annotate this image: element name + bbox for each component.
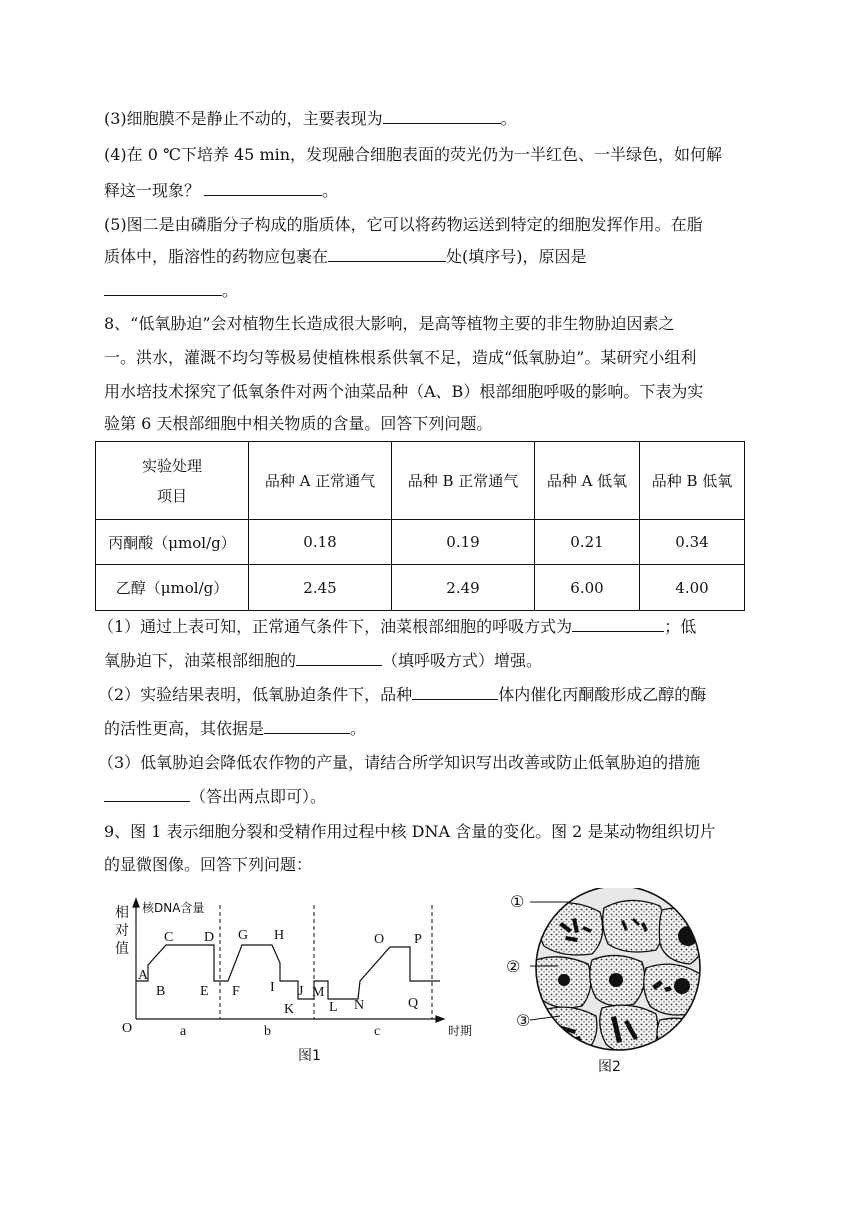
table-cell: 6.00 — [535, 565, 640, 611]
q8-sub3-text-b: （答出两点即可）。 — [190, 787, 327, 806]
marker-1: ① — [510, 892, 525, 911]
q8-sub1-text-a-end: ；低 — [664, 617, 697, 636]
stage-label: b — [264, 1024, 271, 1039]
q7-part5-end: 。 — [222, 281, 239, 300]
q8-sub3-blank[interactable] — [104, 786, 190, 802]
q8-intro-text-4: 验第 6 天根部细胞中相关物质的含量。回答下列问题。 — [104, 414, 493, 433]
table-header-row — [96, 442, 745, 520]
point-label: G — [238, 928, 249, 943]
q7-part5-blank1[interactable] — [328, 246, 446, 262]
q9-intro-line2 — [104, 852, 312, 875]
table-header-cell: 品种 A 正常通气 — [249, 442, 392, 520]
q8-data-table — [95, 441, 745, 611]
q7-part4-line1 — [104, 142, 722, 165]
point-label: N — [354, 998, 365, 1013]
corner-top-label: 实验处理 — [141, 456, 202, 475]
q8-sub1-blank1[interactable] — [572, 616, 664, 632]
figure-2-microscope-image — [500, 888, 720, 1058]
q8-sub2-blank1[interactable] — [412, 684, 498, 700]
point-label: I — [270, 980, 275, 995]
q8-intro-text-1: 8、“低氧胁迫”会对植物生长造成很大影响，是高等植物主要的非生物胁迫因素之 — [104, 314, 675, 333]
q8-intro-line2 — [104, 345, 696, 368]
origin-label: O — [122, 1021, 133, 1036]
q8-sub1-text-a: （1）通过上表可知，正常通气条件下，油菜根部细胞的呼吸方式为 — [98, 617, 573, 636]
q8-sub2-line1 — [98, 682, 706, 705]
dna-curve — [136, 945, 440, 999]
q8-sub2-text-a1: （2）实验结果表明，低氧胁迫条件下，品种 — [98, 685, 413, 704]
table-header-cell: 品种 B 低氧 — [640, 442, 745, 520]
table-row — [96, 520, 745, 565]
q8-sub1-line1 — [98, 614, 696, 637]
q8-sub3-text-a: （3）低氧胁迫会降低农作物的产量，请结合所学知识写出改善或防止低氧胁迫的措施 — [98, 753, 701, 772]
marker-2: ② — [506, 957, 521, 976]
q8-sub1-line2 — [104, 648, 542, 671]
q8-sub2-line2 — [104, 716, 366, 739]
point-label: D — [204, 930, 215, 945]
q8-intro-line4 — [104, 411, 492, 434]
y-axis-label-char: 对 — [115, 924, 129, 939]
q7-part4-text-a: (4)在 0 ℃下培养 45 min，发现融合细胞表面的荧光仍为一半红色、一半绿色，如何解 — [104, 145, 723, 164]
point-label: C — [164, 930, 174, 945]
q7-part5-text-b1: 质体中，脂溶性的药物应包裹在 — [104, 247, 329, 266]
table-header-cell: 品种 A 低氧 — [535, 442, 640, 520]
q7-part4-text-b: 释这一现象？ — [104, 181, 201, 200]
q8-sub1-text-b2: （填呼吸方式）增强。 — [382, 651, 543, 670]
q7-part3-blank[interactable] — [383, 108, 501, 124]
q7-part4-blank[interactable] — [204, 180, 322, 196]
q7-part3 — [104, 106, 517, 129]
table-cell: 0.34 — [640, 520, 745, 565]
corner-bottom-label: 项目 — [156, 486, 187, 505]
table-header-cell: 品种 B 正常通气 — [392, 442, 535, 520]
q8-sub2-blank2[interactable] — [264, 718, 350, 734]
q8-intro-text-3: 用水培技术探究了低氧条件对两个油菜品种（A、B）根部细胞呼吸的影响。下表为实 — [104, 382, 704, 401]
figure-2-caption: 图2 — [598, 1059, 621, 1075]
table-cell: 2.45 — [249, 565, 392, 611]
stage-label: c — [374, 1024, 381, 1039]
point-label: B — [156, 984, 166, 999]
q7-part3-end: 。 — [500, 109, 517, 128]
q8-sub3-line2 — [104, 784, 326, 807]
table-cell: 0.19 — [392, 520, 535, 565]
point-label: H — [274, 928, 285, 943]
point-label: J — [298, 984, 304, 999]
table-cell: 0.18 — [249, 520, 392, 565]
x-axis-title: 时期 — [448, 1024, 473, 1038]
point-label: M — [312, 985, 325, 1000]
point-label: E — [200, 984, 209, 999]
point-label: O — [374, 932, 385, 947]
q8-intro-text-2: 一。洪水，灌溉不均匀等极易使植株根系供氧不足，造成“低氧胁迫”。某研究小组利 — [104, 348, 697, 367]
q7-part4-end: 。 — [322, 181, 339, 200]
point-label: P — [414, 932, 422, 947]
q7-part5-line2 — [104, 244, 587, 267]
q8-sub2-text-b1: 的活性更高，其依据是 — [104, 719, 265, 738]
y-axis-title: 核DNA含量 — [142, 901, 205, 915]
q9-intro-text-1: 9、图 1 表示细胞分裂和受精作用过程中核 DNA 含量的变化。图 2 是某动物组织切片 — [104, 822, 716, 841]
q8-sub1-blank2[interactable] — [296, 650, 382, 666]
table-row — [96, 565, 745, 611]
q8-intro-line3 — [104, 379, 703, 402]
q7-part5-text-a: (5)图二是由磷脂分子构成的脂质体，它可以将药物运送到特定的细胞发挥作用。在脂 — [104, 215, 703, 234]
stage-label: a — [180, 1024, 187, 1039]
figure-1-caption: 图1 — [298, 1048, 321, 1064]
q8-sub2-text-b-end: 。 — [350, 719, 367, 738]
table-row-label: 乙醇（μmol/g） — [96, 565, 249, 611]
point-label: F — [232, 984, 240, 999]
marker-3: ③ — [516, 1011, 531, 1030]
q8-sub3-line1 — [98, 750, 700, 773]
y-axis-label-char: 相 — [115, 906, 129, 921]
q7-part5-text-b2: 处(填序号)，原因是 — [446, 247, 587, 266]
q7-part5-line3 — [104, 278, 238, 301]
table-cell: 4.00 — [640, 565, 745, 611]
q8-sub1-text-b1: 氧胁迫下，油菜根部细胞的 — [104, 651, 297, 670]
q7-part3-text: (3)细胞膜不是静止不动的，主要表现为 — [104, 109, 383, 128]
point-label: Q — [408, 996, 419, 1011]
point-label: K — [284, 1002, 295, 1017]
q9-intro-text-2: 的显微图像。回答下列问题： — [104, 855, 313, 874]
table-cell: 2.49 — [392, 565, 535, 611]
figure-1-dna-graph — [110, 895, 480, 1070]
q7-part5-line1 — [104, 212, 703, 235]
y-axis-label-char: 值 — [115, 942, 129, 957]
table-row-label: 丙酮酸（μmol/g） — [96, 520, 249, 565]
q9-intro-line1 — [104, 819, 715, 842]
q8-intro-line1 — [104, 311, 675, 334]
table-cell: 0.21 — [535, 520, 640, 565]
stage-dividers — [220, 905, 432, 1019]
q7-part5-blank2[interactable] — [104, 280, 222, 296]
table-corner-cell — [96, 442, 249, 520]
q7-part4-line2 — [104, 178, 338, 201]
point-label: L — [329, 1000, 338, 1015]
q8-sub2-text-a2: 体内催化丙酮酸形成乙醇的酶 — [498, 685, 707, 704]
point-label: A — [138, 968, 149, 983]
